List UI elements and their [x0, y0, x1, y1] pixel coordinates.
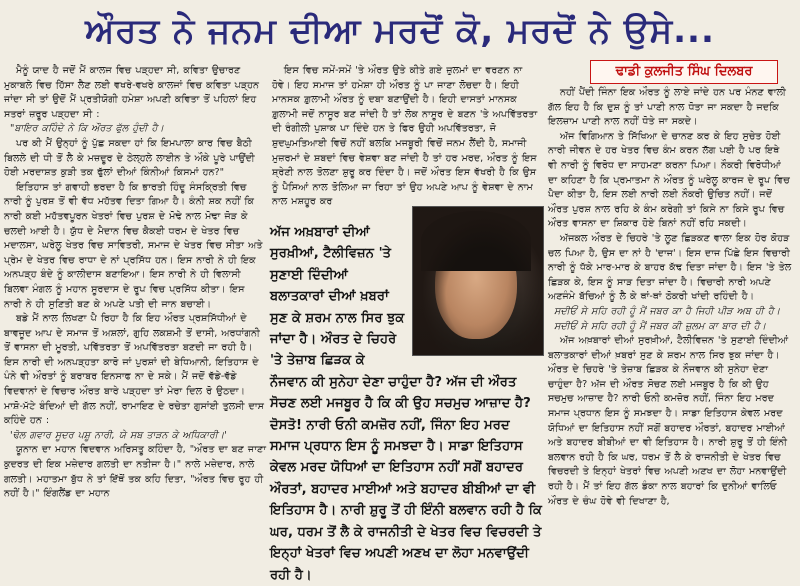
- paragraph: ਮੈਨੂੰ ਯਾਦ ਹੈ ਜਦੋਂ ਮੈਂ ਕਾਲਜ ਵਿਚ ਪੜ੍ਹਦਾ ਸੀ, ਕਵਿਤਾ ਉਚਾਰਣ ਮੁਕਾਬਲੇ ਵਿਚ ਹਿੱਸਾ ਲੈਣ ਲਈ ਵਖਰੇ-ਵਖਰੇ ਕਾਲਜਾਂ ਵਿਚ ਕਵਿਤਾ ਪੜ੍ਹਨ ਜਾਂਦਾ ਸੀ ਤਾਂ ਉਦੋਂ ਮੈਂ ਪ੍ਰਤੀਯੋਗੀ ਹਮੇਸ਼ਾ ਅਪਣੀ ਕਵਿਤਾ ਤੋਂ ਪਹਿਲਾਂ ਇਹ ਸਤਰਾਂ ਜ਼ਰੂਰ ਪੜ੍ਹਦਾ ਸੀ :: [4, 65, 260, 120]
- author-byline: ਢਾਡੀ ਕੁਲਜੀਤ ਸਿੰਘ ਦਿਲਬਰ: [590, 60, 778, 84]
- paragraph: ਅੱਜਕਲ ਔਰਤ ਦੇ ਚਿਹਰੇ 'ਤੇ ਲੂਣ ਛਿੜਕਣ ਵਾਲਾ ਇਕ ਹੋਰ ਕੋਹੜ ਚਲ ਪਿਆ ਹੈ, ਉਸ ਦਾ ਨਾਂ ਹੈ 'ਦਾਜ'। ਇਸ ਦਾਜ ਪਿੱਛੇ ਇਸ ਵਿਚਾਰੀ ਨਾਰੀ ਨੂੰ ਧੱਕੇ ਮਾਰ-ਮਾਰ ਕੇ ਬਾਹਰ ਕੱਢ ਦਿਤਾ ਜਾਂਦਾ ਹੈ। ਇਸ 'ਤੇ ਤੇਲ ਛਿੜਕ ਕੇ, ਇਸ ਨੂੰ ਸਾੜ ਦਿਤਾ ਜਾਂਦਾ ਹੈ। ਵਿਚਾਰੀ ਨਾਰੀ ਅਪਣੇ ਅਣਜੰਮੇ ਬੱਚਿਆਂ ਨੂੰ ਲੈ ਕੇ ਥਾਂ-ਥਾਂ ਠੋਕਰੀ ਖਾਂਦੀ ਰਹਿੰਦੀ ਹੈ।: [548, 232, 792, 303]
- pull-quote-text: ਅੱਜ ਅਖ਼ਬਾਰਾਂ ਦੀਆਂ ਸੁਰਖ਼ੀਆਂ, ਟੈਲੀਵਿਜ਼ਨ 'ਤੇ ਸੁਣਾਈ ਦਿੰਦੀਆਂ ਬਲਾਤਕਾਰਾਂ ਦੀਆਂ ਖ਼ਬਰਾਂ ਸੁਣ ਕੇ ਸ਼ਰਮ ਨਾਲ ਸਿਰ ਝੁਕ ਜਾਂਦਾ ਹੈ। ਔਰਤ ਦੇ ਚਿਹਰੇ 'ਤੇ ਤੇਜ਼ਾਬ ਛਿੜਕ ਕੇ ਨੌਜਵਾਨ ਕੀ ਸੁਨੇਹਾ ਦੇਣਾ ਚਾਹੁੰਦਾ ਹੈ? ਅੱਜ ਦੀ ਔਰਤ ਸੋਚਣ ਲਈ ਮਜਬੂਰ ਹੈ ਕਿ ਕੀ ਉਹ ਸਚਮੁਚ ਆਜ਼ਾਦ ਹੈ? ਦੋਸਤੋ! ਨਾਰੀ ਓਨੀ ਕਮਜ਼ੋਰ ਨਹੀਂ, ਜਿੰਨਾ ਇਹ ਮਰਦ ਸਮਾਜ ਪ੍ਰਧਾਨ ਇਸ ਨੂੰ ਸਮਝਦਾ ਹੈ। ਸਾਡਾ ਇਤਿਹਾਸ ਕੇਵਲ ਮਰਦ ਯੋਧਿਆਂ ਦਾ ਇਤਿਹਾਸ ਨਹੀਂ ਸਗੋਂ ਬਹਾਦਰ ਔਰਤਾਂ, ਬਹਾਦਰ ਮਾਈਆਂ ਅਤੇ ਬਹਾਦਰ ਬੀਬੀਆਂ ਦਾ ਵੀ ਇਤਿਹਾਸ ਹੈ। ਨਾਰੀ ਸ਼ੁਰੂ ਤੋਂ ਹੀ ਇੰਨੀ ਬਲਵਾਨ ਰਹੀ ਹੈ ਕਿ ਘਰ, ਧਰਮ ਤੋਂ ਲੈ ਕੇ ਰਾਜਨੀਤੀ ਦੇ ਖੇਤਰ ਵਿਚ ਵਿਚਰਦੀ ਤੇ ਇਨ੍ਹਾਂ ਖੇਤਰਾਂ ਵਿਚ ਅਪਣੀ ਅਣਖ ਦਾ ਲੋਹਾ ਮਨਵਾਉਂਦੀ ਰਹੀ ਹੈ।: [270, 225, 542, 583]
- verse: ਸਦੀਓਂ ਸੇ ਸਹਿ ਰਹੀ ਹੂੰ ਮੈਂ ਜਬਰ ਕਾ ਹੈ ਜਿਹੀ ਪੀੜ ਅਬ ਹੀ ਹੈ।: [554, 305, 781, 317]
- woman-photo: [412, 206, 544, 356]
- photo-shade: [413, 207, 543, 355]
- paragraph: ਇਸ ਵਿਚ ਸਮੇਂ-ਸਮੇਂ 'ਤੇ ਔਰਤ ਉਤੇ ਕੀਤੇ ਗਏ ਜ਼ੁਲਮਾਂ ਦਾ ਵਰਣਨ ਨਾ ਹੋਵੇ। ਇਹ ਸਮਾਜ ਤਾਂ ਹਮੇਸ਼ਾ ਹੀ ਔਰਤ ਨੂੰ ਪਾ ਜਾਣਾ ਲੋਚਦਾ ਹੈ। ਇਹੀ ਮਾਨਸਕ ਗ਼ੁਲਾਮੀ ਔਰਤ ਨੂੰ ਦਬਾ ਬਣਾਉਂਦੀ ਹੈ। ਇਹੀ ਦਾਸਤਾਂ ਮਾਨਸਕ ਗ਼ੁਲਾਮੀ ਜਦੋਂ ਨਾਸੂਰ ਬਣ ਜਾਂਦੀ ਹੈ ਤਾਂ ਲੋਕ ਨਾਸੂਰ ਦੇ ਬਣਨ 'ਤੇ ਅਪਵਿੱਤਰਤਾ ਦੀ ਰੰਗੀਲੀ ਪੁਸ਼ਾਕ ਪਾ ਦਿੰਦੇ ਹਨ ਤੇ ਫਿਰ ਉਹੀ ਅਪਵਿੱਤਰਤਾ, ਜੋ ਸ਼ੁਦਘੁਮਤਿਆਈ ਵਿਚੋਂ ਨਹੀਂ ਬਲਕਿ ਮਜਬੂਰੀ ਵਿਚੋਂ ਜਨਮ ਲੈਂਦੀ ਹੈ, ਸਮਾਜੀ ਮੁਜ਼ਰਮਾਂ ਦੇ ਸ਼ਬਦਾਂ ਵਿਚ ਵੇਸ਼ਵਾ ਬਣ ਜਾਂਦੀ ਹੈ ਤਾਂ ਹਰ ਮਰਦ, ਔਰਤ ਨੂੰ ਇਸ ਸ਼੍ਰੇਣੀ ਨਾਲ ਤੋਲਣਾ ਸ਼ੁਰੂ ਕਰ ਦਿੰਦਾ ਹੈ। ਜਦੋਂ ਔਰਤ ਇਸ ਵੱਖਰੀ ਹੈ ਕਿ ਉਸ ਨੂੰ ਪੈਸਿਆਂ ਨਾਲ ਤੋਲਿਆ ਜਾ ਰਿਹਾ ਤਾਂ ਉਹ ਅਪਣੇ ਆਪ ਨੂੰ ਵੇਸ਼ਵਾ ਦੇ ਨਾਮ ਨਾਲ ਮਸ਼ਹੂਰ ਕਰ: [272, 65, 538, 208]
- headline: ਔਰਤ ਨੇ ਜਨਮ ਦੀਆ ਮਰਦੋਂ ਕੋ, ਮਰਦੋਂ ਨੇ ਉਸੇ...: [85, 11, 715, 51]
- verse: ਸਦੀਓਂ ਸੇ ਸਹਿ ਰਹੀ ਹੂੰ ਮੈਂ ਜਬਰ ਕੀ ਜ਼ੁਲਮ ਕਾ ਬਾਰ ਦੀ ਹੈ।: [554, 320, 767, 332]
- paragraph: ਬਡੇ ਮੈਂ ਨਾਲ ਲਿਖਣਾ ਪੈ ਰਿਹਾ ਹੈ ਕਿ ਇਹ ਔਰਤ ਪ੍ਰਸ਼ਸਿੱਧੀਆਂ ਦੇ ਬਾਵਜੂਦ ਆਪ ਦੇ ਸਮਾਜ ਤੋਂ ਅਸ਼ਲਾਂ, ਗੁਹਿ ਲਕਸ਼ਮੀ ਤੋਂ ਦਾਸੀ, ਅਰਧਾਂਗਨੀ ਤੋਂ ਵਾਸਨਾ ਦੀ ਮੂਰਤੀ, ਪਵਿੱਤਰਤਾ ਤੋਂ ਅਪਵਿੱਤਰਤਾ ਬਣਦੀ ਜਾ ਰਹੀ ਹੈ। ਇਸ ਨਾਰੀ ਦੀ ਅਨਪੜ੍ਹਤਾ ਕਾਰੋ ਜਾਂ ਪੁਰਸ਼ਾਂ ਦੀ ਬੇਧਿਆਨੀ, ਇਤਿਹਾਸ ਦੇ ਪੰਨੇ ਵੀ ਔਰਤਾਂ ਨੂੰ ਬਰਾਬਰ ਇਨਸਾਫ ਨਾ ਦੇ ਸਕੇ। ਮੈਂ ਜਦੋਂ ਵੱਡੇ-ਵੱਡੇ ਵਿਦਵਾਨਾਂ ਦੇ ਵਿਚਾਰ ਔਰਤ ਬਾਰੇ ਪੜ੍ਹਦਾ ਤਾਂ ਮੇਰਾ ਦਿਲ ਰੋ ਉਠਦਾ। ਮਾਸ਼ੋ-ਮੱਟੇ ਬੰਦਿਆਂ ਦੀ ਗੱਲ ਨਹੀਂ, ਰਾਮਾਇਣ ਦੇ ਰਚੇਤਾ ਗੁਸਾਂਈ ਤੁਲਸੀ ਦਾਸ ਕਹਿੰਦੇ ਹਨ :: [4, 313, 265, 427]
- paragraph: ਅੱਜ ਅਖ਼ਬਾਰਾਂ ਦੀਆਂ ਸੁਰਖ਼ੀਆਂ, ਟੈਲੀਵਿਜ਼ਨ 'ਤੇ ਸੁਣਾਈ ਦਿੰਦੀਆਂ ਬਲਾਤਕਾਰਾਂ ਦੀਆਂ ਖ਼ਬਰਾਂ ਸੁਣ ਕੇ ਸ਼ਰਮ ਨਾਲ ਸਿਰ ਝੁਕ ਜਾਂਦਾ ਹੈ। ਔਰਤ ਦੇ ਚਿਹਰੇ 'ਤੇ ਤੇਜ਼ਾਬ ਛਿੜਕ ਕੇ ਨੌਜਵਾਨ ਕੀ ਸੁਨੇਹਾ ਦੇਣਾ ਚਾਹੁੰਦਾ ਹੈ? ਅੱਜ ਦੀ ਔਰਤ ਸੋਚਣ ਲਈ ਮਜਬੂਰ ਹੈ ਕਿ ਕੀ ਉਹ ਸਚਮੁਚ ਆਜ਼ਾਦ ਹੈ? ਨਾਰੀ ਓਨੀ ਕਮਜ਼ੋਰ ਨਹੀਂ, ਜਿੰਨਾ ਇਹ ਮਰਦ ਸਮਾਜ ਪ੍ਰਧਾਨ ਇਸ ਨੂੰ ਸਮਝਦਾ ਹੈ। ਸਾਡਾ ਇਤਿਹਾਸ ਕੇਵਲ ਮਰਦ ਯੋਧਿਆਂ ਦਾ ਇਤਿਹਾਸ ਨਹੀਂ ਸਗੋਂ ਬਹਾਦਰ ਔਰਤਾਂ, ਬਹਾਦਰ ਮਾਈਆਂ ਅਤੇ ਬਹਾਦਰ ਬੀਬੀਆਂ ਦਾ ਵੀ ਇਤਿਹਾਸ ਹੈ। ਨਾਰੀ ਸ਼ੁਰੂ ਤੋਂ ਹੀ ਇੰਨੀ ਬਲਵਾਨ ਰਹੀ ਹੈ ਕਿ ਘਰ, ਧਰਮ ਤੋਂ ਲੈ ਕੇ ਰਾਜਨੀਤੀ ਦੇ ਖੇਤਰ ਵਿਚ ਵਿਚਰਦੀ ਤੇ ਇਨ੍ਹਾਂ ਖੇਤਰਾਂ ਵਿਚ ਅਪਣੀ ਅਣਖ ਦਾ ਲੋਹਾ ਮਨਵਾਉਂਦੀ ਰਹੀ ਹੈ। ਮੈਂ ਤਾਂ ਇਹ ਗੱਲ ਡੰਕਾ ਨਾਲ ਬਹਾਰਾਂ ਕਿ ਦੁਨੀਆਂ ਵਾਲਿਓ ਔਰਤ ਦੇ ਚੰਘ ਹੋਵੇ ਵੀ ਦਿਖਾਣਾ ਹੈ,: [548, 335, 789, 507]
- paragraph: ਇਤਿਹਾਸ ਤਾਂ ਗਵਾਹੀ ਭਰਦਾ ਹੈ ਕਿ ਭਾਰਤੀ ਹਿੰਦੂ ਸੰਸਕ੍ਰਿਤੀ ਵਿਚ ਨਾਰੀ ਨੂੰ ਪੁਰਸ਼ ਤੋਂ ਵੀ ਵੱਧ ਮਹੱਤਵ ਦਿਤਾ ਗਿਆ ਹੈ। ਕੰਨੀ ਸ਼ਕ ਨਹੀਂ ਕਿ ਨਾਰੀ ਕਈ ਮਹੱਤਵਪੂਰਨ ਖੇਤਰਾਂ ਵਿਚ ਪੁਰਸ਼ ਦੇ ਮੋਢੇ ਨਾਲ ਮੋਢਾ ਜੋੜ ਕੇ ਚਲਦੀ ਆਈ ਹੈ। ਯੁੱਧ ਦੇ ਮੈਦਾਨ ਵਿਚ ਕੈਕਈ ਧਰਮ ਦੇ ਖੇਤਰ ਵਿਚ ਮਦਾਲਸਾ, ਘਰੇਲੂ ਖੇਤਰ ਵਿਚ ਸਾਵਿਤਰੀ, ਸਮਾਜ ਦੇ ਖੇਤਰ ਵਿਚ ਸੀਤਾ ਅਤੇ ਪ੍ਰੇਮ ਦੇ ਖੇਤਰ ਵਿਚ ਰਾਧਾ ਦੇ ਨਾਂ ਪ੍ਰਸਿੱਧ ਹਨ। ਇਸ ਨਾਰੀ ਨੇ ਹੀ ਇਕ ਅਨਪੜ੍ਹ ਬੰਦੇ ਨੂੰ ਕਾਲੀਦਾਸ ਬਣਾਇਆ। ਇਸ ਨਾਰੀ ਨੇ ਹੀ ਵਿਲਾਸੀ ਬਿਲਵਾ ਮੰਗਲ ਨੂੰ ਮਹਾਨ ਸੂਰਦਾਸ ਦੇ ਰੂਪ ਵਿਚ ਪ੍ਰਸਿੱਧ ਕੀਤਾ। ਇਸ ਨਾਰੀ ਨੇ ਹੀ ਸੁਣਿਤੀ ਬਣ ਕੇ ਅਪਣੇ ਪਤੀ ਦੀ ਜਾਨ ਬਚਾਈ।: [4, 181, 263, 310]
- column-right: [548, 64, 792, 521]
- column-left: [4, 64, 266, 521]
- column-middle: [272, 64, 540, 208]
- paragraph: ਅੱਜ ਵਿਗਿਆਨ ਤੇ ਸਿੱਖਿਆ ਦੇ ਚਾਨਣ ਕਰ ਕੇ ਇਹ ਸੁਚੇਤ ਹੋਈ ਨਾਰੀ ਜੀਵਨ ਦੇ ਹਰ ਖੇਤਰ ਵਿਚ ਕੰਮ ਕਰਨ ਲੱਗ ਪਈ ਹੈ ਪਰ ਇਥੇ ਵੀ ਨਾਰੀ ਨੂੰ ਵਿਰੋਧ ਦਾ ਸਾਹਮਣਾ ਕਰਨਾ ਪਿਆ। ਨੌਕਰੀ ਵਿਰੋਧੀਆਂ ਦਾ ਕਹਿਣਾ ਹੈ ਕਿ ਪ੍ਰਮਾਤਮਾ ਨੇ ਔਰਤ ਨੂੰ ਘਰੇਲੂ ਕਾਰਜ ਦੇ ਰੂਪ ਵਿਚ ਪੈਦਾ ਕੀਤਾ ਹੈ, ਇਸ ਲਈ ਨਾਰੀ ਲਈ ਨੌਕਰੀ ਉਚਿਤ ਨਹੀਂ। ਜਦੋਂ ਔਰਤ ਪੁਰਸ਼ ਨਾਲ ਰਹਿ ਕੇ ਕੰਮ ਕਰੇਗੀ ਤਾਂ ਕਿਸੇ ਨਾ ਕਿਸੇ ਰੂਪ ਵਿਚ ਔਰਤ ਵਾਸਨਾ ਦਾ ਸ਼ਿਕਾਰ ਹੋਏ ਬਿਨਾਂ ਨਹੀਂ ਰਹਿ ਸਕਦੀ।: [548, 130, 790, 230]
- paragraph: ਪਰ ਕੀ ਮੈਂ ਉਨ੍ਹਾਂ ਨੂੰ ਪੁੱਛ ਸਕਦਾ ਹਾਂ ਕਿ ਇਮਪਾਲਾ ਕਾਰ ਵਿਚ ਬੈਠੀ ਬਿਲਲੇ ਦੀ ਧੀ ਤੋਂ ਲੈ ਕੇ ਮਜ਼ਦੂਰ ਦੇ ਠੇਲ੍ਹਲੇ ਲਾਈਨ ਤੇ ਔਕੇ ਪੂਰੇ ਪਾਉਂਦੀ ਹੋਈ ਮਰਦਾਸ਼ਤ ਕੁੜੀ ਤਕ ਫੁੱਲਾਂ ਦੀਆਂ ਕਿੰਨੀਆਂ ਕਿਸਮਾਂ ਹਨ?": [4, 137, 255, 179]
- quote: "ਬਾਇਰ ਕਹਿੰਦੇ ਨੇ ਕਿ ਔਰਤ ਫੁੱਲ ਹੁੰਦੀ ਹੈ।: [10, 123, 164, 135]
- quote: 'ਢੋਲ ਗਵਾਰ ਸੂਦਰ ਪਸ਼ੂ ਨਾਰੀ, ਯੇ ਸਬ ਤਾੜਨ ਕੇ ਅਧਿਕਾਰੀ।': [10, 429, 227, 441]
- paragraph: ਯੂਨਾਨ ਦਾ ਮਹਾਨ ਵਿਦਵਾਨ ਅਰਿਸਤੂ ਕਹਿੰਦਾ ਹੈ, "ਔਰਤ ਦਾ ਬਣ ਜਾਣਾ ਕੁਦਰਤ ਦੀ ਇਕ ਮਜ਼ੇਦਾਰ ਗਲਤੀ ਦਾ ਨਤੀਜਾ ਹੈ।" ਨਾਲੇ ਮਜ਼ੇਦਾਰ, ਨਾਲੇ ਗਲਤੀ। ਮਹਾਤਮਾ ਬੁੱਧ ਨੇ ਤਾਂ ਇੱਥੋਂ ਤਕ ਕਹਿ ਦਿਤਾ, "ਔਰਤ ਵਿਚ ਰੂਹ ਹੀ ਨਹੀਂ ਹੈ।" ਇੰਗਲੈਂਡ ਦਾ ਮਹਾਨ: [4, 444, 266, 500]
- paragraph: ਨਹੀਂ ਪੈਂਦੀ ਜਿੰਨਾ ਇਕ ਔਰਤ ਨੂੰ ਲਾਏ ਜਾਂਦੇ ਹਨ ਪਰ ਮੰਨਣ ਵਾਲੀ ਗੱਲ ਇਹ ਹੈ ਕਿ ਦੁਸ਼ ਨੂੰ ਤਾਂ ਪਾਣੀ ਨਾਲ ਧੋਤਾ ਜਾ ਸਕਦਾ ਹੈ ਜਦਕਿ ਇਲਜ਼ਾਮ ਪਾਣੀ ਨਾਲ ਨਹੀਂ ਧੋਤੇ ਜਾ ਸਕਦੇ।: [548, 87, 786, 128]
